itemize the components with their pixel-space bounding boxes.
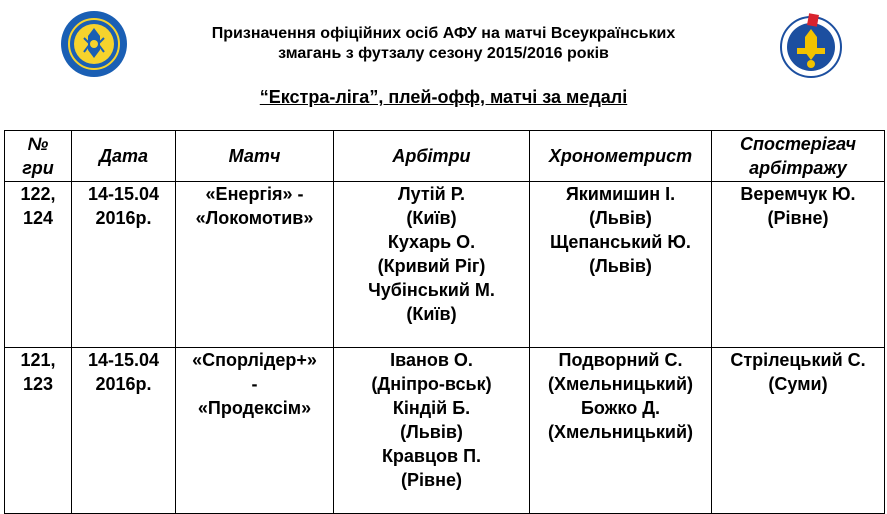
header-match: Матч xyxy=(176,131,334,182)
document-title xyxy=(150,24,737,64)
observer-cell: Веремчук Ю. (Рівне) xyxy=(712,182,885,348)
table-row xyxy=(5,182,885,348)
game-number-cell: 121, 123 xyxy=(5,348,72,514)
futsal-association-logo-icon xyxy=(60,10,128,78)
referees-cell: Іванов О. (Дніпро-вськ) Кіндій Б. (Львів) Кравцов П. (Рівне) xyxy=(334,348,530,514)
title-line-1: Призначення офіційних осіб АФУ на матчі Всеукраїнських xyxy=(211,25,676,42)
game-number-cell: 122, 124 xyxy=(5,182,72,348)
observer-cell: Стрілецький С. (Суми) xyxy=(712,348,885,514)
title-line-2: змагань з футзалу сезону 2015/2016 років xyxy=(278,45,609,62)
timekeeper-cell: Подворний С. (Хмельницький) Божко Д. (Хмельницький) xyxy=(530,348,712,514)
timekeeper-cell: Якимишин І. (Львів) Щепанський Ю. (Львів) xyxy=(530,182,712,348)
date-cell: 14-15.04 2016р. xyxy=(72,182,176,348)
date-cell: 14-15.04 2016р. xyxy=(72,348,176,514)
header-timekeeper: Хронометрист xyxy=(530,131,712,182)
referees-cell: Лутій Р. (Київ) Кухарь О. (Кривий Ріг) Чубінський М. (Київ) xyxy=(334,182,530,348)
match-cell: «Спорлідер+» - «Продексім» xyxy=(176,348,334,514)
header-observer: Спостерігач арбітражу xyxy=(712,131,885,182)
document-subtitle: “Екстра-ліга”, плей-офф, матчі за медалі xyxy=(259,87,628,107)
header-referees: Арбітри xyxy=(334,131,530,182)
header-game-number: № гри xyxy=(5,131,72,182)
table-header-row xyxy=(5,131,885,182)
match-cell: «Енергія» - «Локомотив» xyxy=(176,182,334,348)
assignments-table xyxy=(4,130,885,514)
header-date: Дата xyxy=(72,131,176,182)
table-row xyxy=(5,348,885,514)
football-federation-logo-icon xyxy=(780,12,842,78)
